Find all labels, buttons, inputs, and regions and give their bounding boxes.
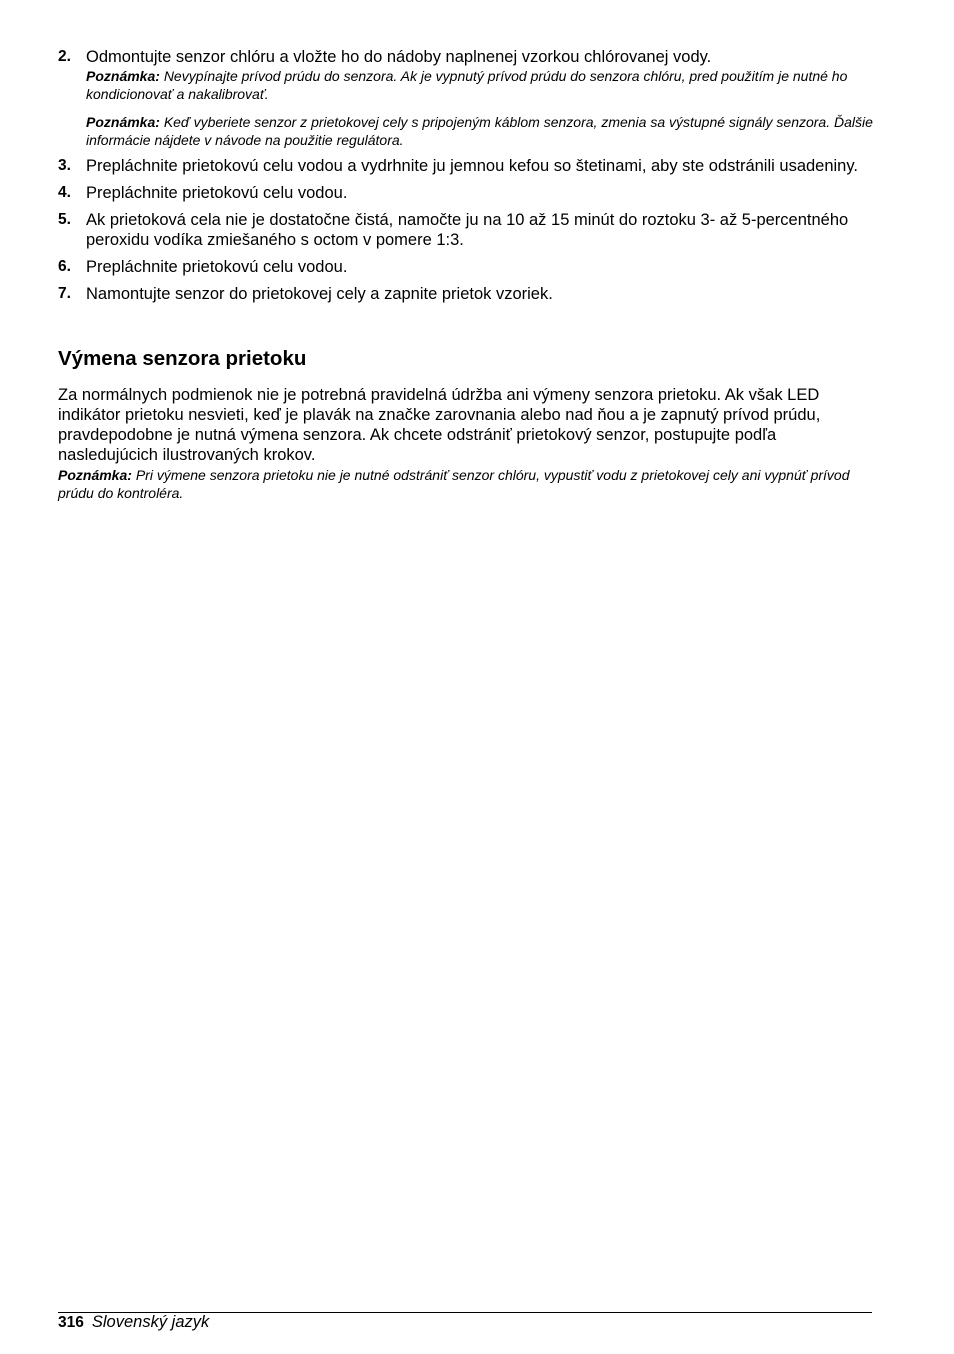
note-label: Poznámka: [86, 68, 160, 84]
note-text: Nevypínajte prívod prúdu do senzora. Ak je vypnutý prívod prúdu do senzora chlóru, pred použitím je nutné ho kondicionovať a nakalibrovať. [86, 68, 848, 102]
note-label: Poznámka: [86, 114, 160, 130]
step-body [86, 284, 873, 304]
step-6 [58, 257, 873, 277]
step-number: 3. [58, 157, 71, 174]
page-footer [58, 1312, 209, 1332]
step-5 [58, 210, 873, 250]
footer-language: Slovenský jazyk [91, 1313, 210, 1331]
section-paragraph: Za normálnych podmienok nie je potrebná pravidelná údržba ani výmeny senzora prietoku. Ak však LED indikátor prietoku nesvieti, keď je plavák na značke zarovnania alebo nad ňou a je zapnutý prívod prúdu, pravdepodobne je nutná výmena senzora. Ak chcete odstrániť prietokový senzor, postupujte podľa nasledujúcich ilustrovaných krokov. [58, 386, 821, 464]
step-body [86, 47, 873, 149]
step-text: Prepláchnite prietokovú celu vodou. [86, 258, 348, 276]
step-body [86, 156, 873, 176]
step-number: 5. [58, 211, 71, 228]
step-text: Ak prietoková cela nie je dostatočne čistá, namočte ju na 10 až 15 minút do roztoku 3- až 5-percentného peroxidu vodíka zmiešaného s octom v pomere 1:3. [86, 211, 849, 249]
step-4 [58, 183, 873, 203]
note-text: Pri výmene senzora prietoku nie je nutné odstrániť senzor chlóru, vypustiť vodu z prietokovej cely ani vypnúť prívod prúdu do kontroléra. [58, 467, 850, 501]
section-heading: Výmena senzora prietoku [58, 347, 307, 370]
procedure-steps [58, 47, 873, 311]
note-label: Poznámka: [58, 467, 132, 483]
step-number: 6. [58, 258, 71, 275]
step-number: 7. [58, 285, 71, 302]
step-text: Prepláchnite prietokovú celu vodou a vydrhnite ju jemnou kefou so štetinami, aby ste odstránili usadeniny. [86, 157, 858, 175]
section-note [58, 466, 873, 502]
page-number: 316 [58, 1314, 84, 1331]
step-number: 2. [58, 48, 71, 65]
step-body [86, 183, 873, 203]
note [86, 113, 873, 149]
step-3 [58, 156, 873, 176]
note [86, 67, 873, 103]
step-body [86, 210, 873, 250]
step-text: Namontujte senzor do prietokovej cely a zapnite prietok vzoriek. [86, 285, 553, 303]
step-2 [58, 47, 873, 149]
step-text: Prepláchnite prietokovú celu vodou. [86, 184, 348, 202]
step-7 [58, 284, 873, 304]
step-text: Odmontujte senzor chlóru a vložte ho do nádoby naplnenej vzorkou chlórovanej vody. [86, 48, 712, 66]
step-body [86, 257, 873, 277]
step-number: 4. [58, 184, 71, 201]
note-text: Keď vyberiete senzor z prietokovej cely s pripojeným káblom senzora, zmenia sa výstupné signály senzora. Ďalšie informácie nájdete v návode na použitie regulátora. [86, 114, 873, 148]
